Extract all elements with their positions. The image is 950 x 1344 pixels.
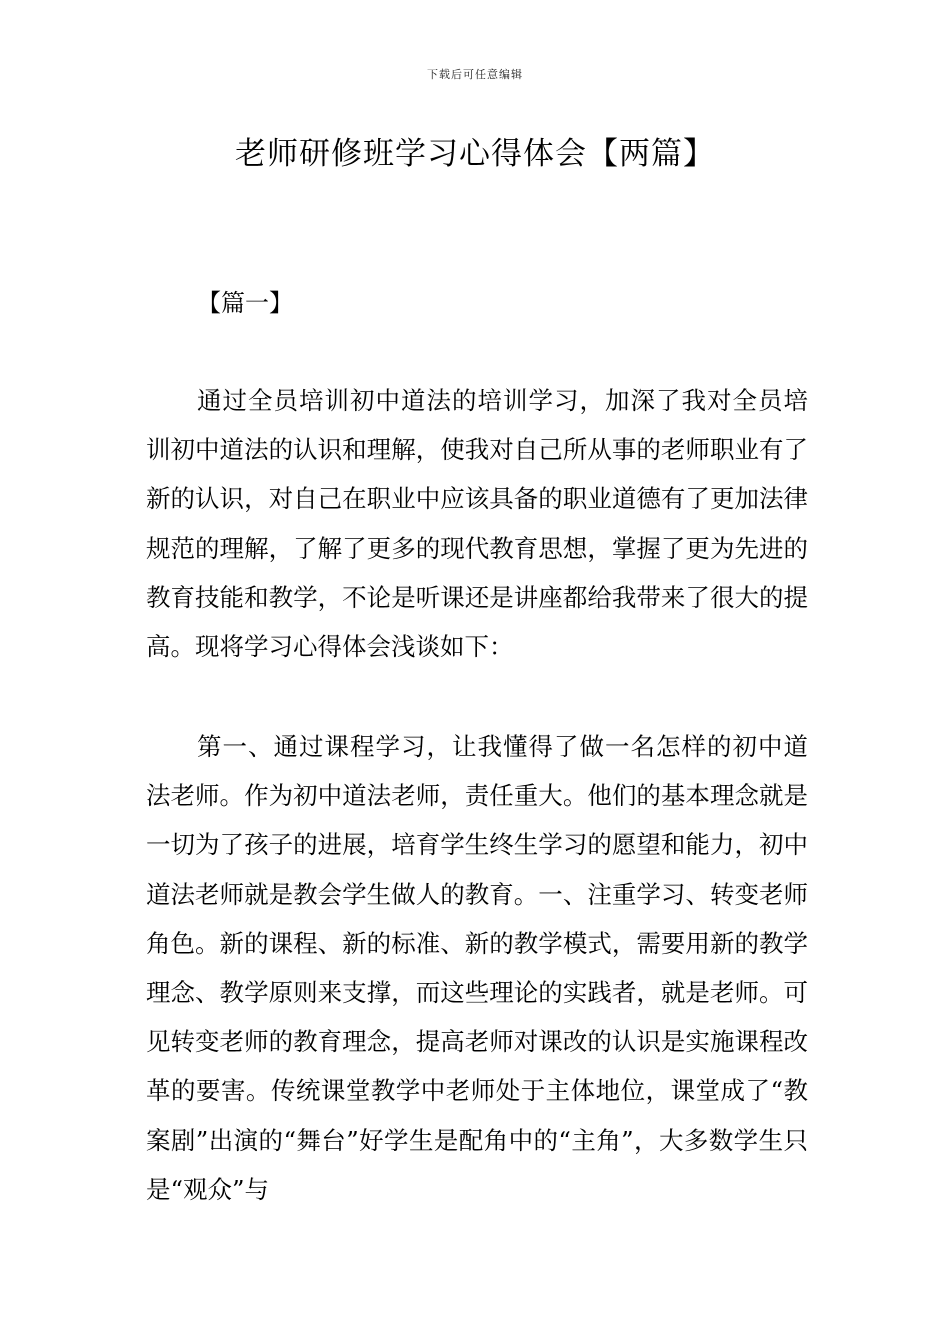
paragraph-first-point: 第一、通过课程学习，让我懂得了做一名怎样的初中道法老师。作为初中道法老师，责任重大。他们的基本理念就是一切为了孩子的进展，培育学生终生学习的愿望和能力，初中道法老师就是教会学生做人的教育。一、注重学习、转变老师角色。新的课程、新的标准、新的教学模式，需要用新的教学理念、教学原则来支撑，而这些理论的实践者，就是老师。可见转变老师的教育理念，提高老师对课改的认识是实施课程改革的要害。传统课堂教学中老师处于主体地位，课堂成了“教案剧”出演的“舞台”好学生是配角中的“主角”，大多数学生只是“观众”与 — [146, 732, 808, 1204]
section-heading: 【篇一】 — [197, 289, 293, 317]
document-title: 老师研修班学习心得体会【两篇】 — [235, 136, 715, 172]
paragraph-intro: 通过全员培训初中道法的培训学习，加深了我对全员培训初中道法的认识和理解，使我对自己所从事的老师职业有了新的认识，对自己在职业中应该具备的职业道德有了更加法律规范的理解，了解了更多的现代教育思想，掌握了更为先进的教育技能和教学，不论是听课还是讲座都给我带来了很大的提高。现将学习心得体会浅谈如下： — [146, 386, 808, 662]
header-note: 下载后可任意编辑 — [427, 68, 523, 81]
